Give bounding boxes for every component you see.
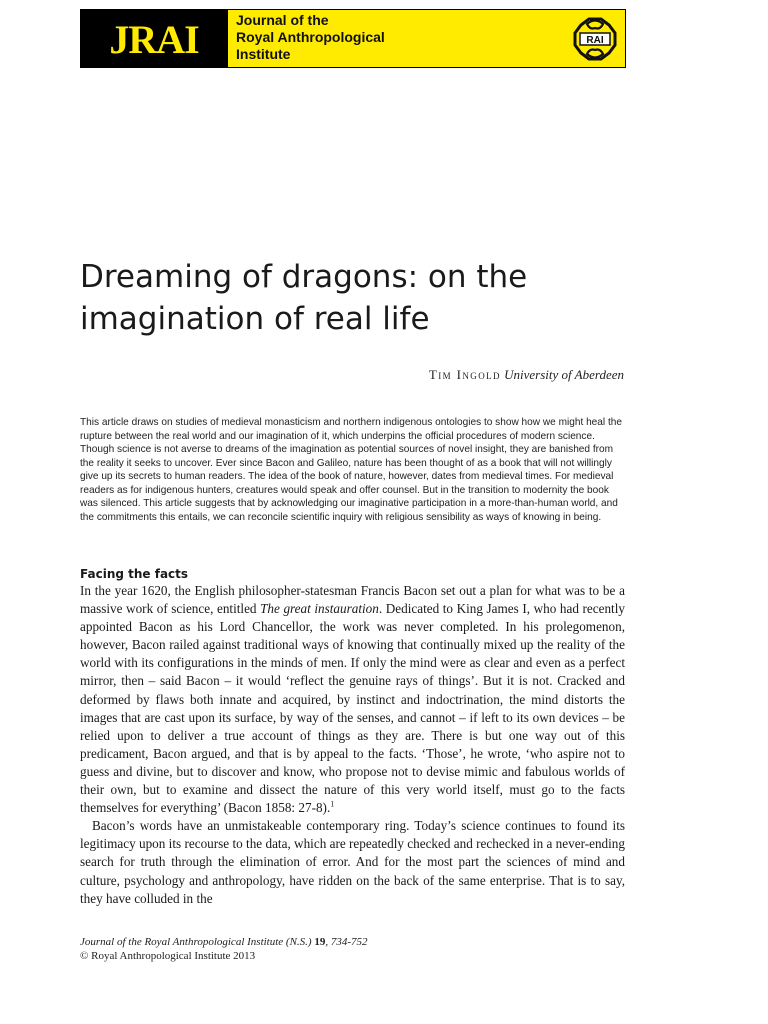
journal-name-line: Journal of the	[236, 12, 329, 28]
journal-banner	[80, 9, 626, 68]
footer-pages: , 734-752	[325, 936, 368, 948]
body-paragraph	[80, 582, 625, 817]
seal-label: RAI	[586, 34, 604, 46]
journal-name-line: Royal Anthropological	[236, 29, 385, 45]
author-affiliation: University of Aberdeen	[504, 367, 624, 382]
paragraph-text: In the year 1620, the English philosopher-statesman Francis Bacon set out a plan for what was to be a massive work of science, entitled	[80, 583, 625, 617]
rai-seal-icon	[569, 13, 621, 65]
journal-name-box	[228, 9, 626, 68]
footnote-marker[interactable]: 1	[330, 799, 335, 809]
journal-logo-box	[80, 9, 228, 68]
citation-line	[80, 935, 368, 949]
article-title: Dreaming of dragons: on the imagination of real life	[80, 259, 528, 337]
journal-name-line: Institute	[236, 46, 291, 62]
journal-name	[236, 12, 385, 63]
paragraph-text: . Dedicated to King James I, who had recently appointed Bacon as his Lord Chancellor, the work was never completed. In his prolegomenon, however, Bacon railed against traditional ways of knowing that continually mixed up the reality of the world with its configurations in the minds of men. If only the mind were as clear and even as a perfect mirror, then – said Bacon – it would ‘reflect the genuine rays of things’. But it is not. Cracked and deformed by flaws both innate and acquired, by instinct and indoctrination, the mind distorts the images that are cast upon its surface, by way of the senses, and cannot – if left to its own devices – be relied upon to deliver a true account of things as they are. There is but one way out of this predicament, Bacon argued, and that is by appeal to the facts. ‘Those’, he wrote, ‘who aspire not to guess and divine, but to discover and know, who propose not to devise mimic and fabulous worlds of their own, but to examine and dissect the nature of this very world itself, must go to the facts themselves for everything’ (Bacon 1858: 27-8).	[80, 601, 625, 816]
section-heading: Facing the facts	[80, 567, 189, 581]
copyright-line: © Royal Anthropological Institute 2013	[80, 950, 256, 962]
body-paragraph: Bacon’s words have an unmistakeable contemporary ring. Today’s science continues to found its legitimacy upon its recourse to the data, which are repeatedly checked and rechecked in a never-ending search for truth through the elimination of error. And for the most part the sciences of mind and culture, psychology and anthropology, have ridden on the back of the same enterprise. That is to say, they have colluded in the	[80, 818, 625, 906]
book-title: The great instauration	[260, 601, 379, 617]
abstract: This article draws on studies of medieval monasticism and northern indigenous ontologies to show how we might heal the rupture between the real world and our imagination of it, which underpins the official procedures of modern science. Though science is not averse to dreams of the imagination as potential sources of novel insight, they are banished from the reality it seeks to uncover. Ever since Bacon and Galileo, nature has been thought of as a book that will not willingly give up its secrets to human readers. The idea of the book of nature, however, dates from medieval times. For medieval readers as for indigenous hunters, creatures would speak and offer counsel. But in the transition to modernity the book was silenced. This article suggests that by acknowledging our imaginative participation in a more-than-human world, and the commitments this entails, we can reconcile scientific inquiry with religious sensibility as ways of knowing in being.	[80, 417, 622, 523]
author-line	[429, 367, 624, 383]
page-footer	[80, 935, 368, 963]
footer-journal: Journal of the Royal Anthropological Institute (N.S.)	[80, 936, 312, 948]
journal-logo: JRAI	[109, 16, 199, 62]
article-body	[80, 582, 625, 908]
footer-volume: 19	[314, 936, 326, 948]
author-name: Tim Ingold	[428, 367, 501, 382]
